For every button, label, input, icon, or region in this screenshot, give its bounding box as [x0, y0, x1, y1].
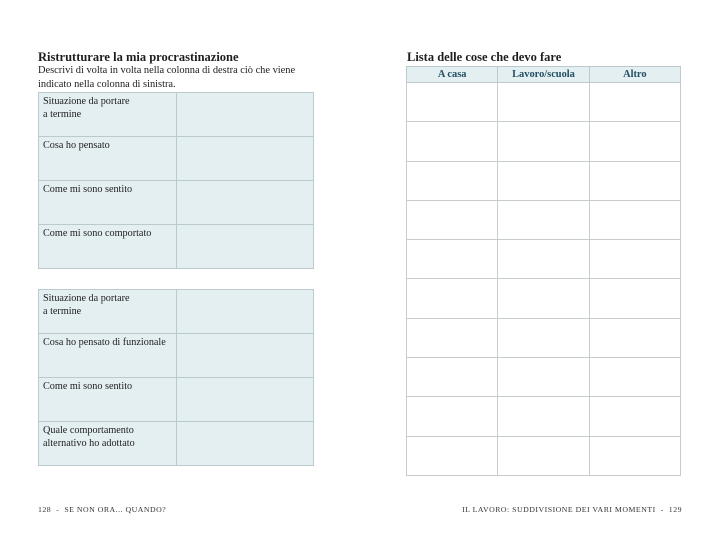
todo-cell-work-school[interactable] — [498, 200, 589, 239]
right-page-footer — [462, 505, 682, 514]
form-row-label-line: a termine — [43, 109, 82, 120]
right-page-title: Lista delle cose che devo fare — [407, 50, 562, 64]
form-row — [39, 378, 314, 422]
todo-cell-other[interactable] — [589, 318, 680, 357]
form-row-label-line: alternativo ho adottato — [43, 438, 135, 449]
form-row-label — [39, 334, 177, 378]
todo-list-table — [406, 66, 681, 476]
todo-row — [407, 397, 681, 436]
todo-cell-home[interactable] — [407, 318, 498, 357]
todo-cell-work-school[interactable] — [498, 318, 589, 357]
todo-cell-home[interactable] — [407, 83, 498, 122]
form-row-label — [39, 137, 177, 181]
todo-row — [407, 240, 681, 279]
form-row — [39, 225, 314, 269]
todo-cell-other[interactable] — [589, 200, 680, 239]
right-page-number: 129 — [668, 505, 682, 514]
footer-separator: - — [56, 505, 60, 514]
left-page-footer — [38, 505, 166, 514]
form-row-label-line: Situazione da portare — [43, 96, 130, 107]
column-header-work-school: Lavoro/scuola — [498, 67, 589, 83]
form-row-label — [39, 93, 177, 137]
form-row-label — [39, 225, 177, 269]
todo-cell-work-school[interactable] — [498, 397, 589, 436]
todo-list-body — [407, 83, 681, 476]
form-row — [39, 137, 314, 181]
todo-cell-work-school[interactable] — [498, 83, 589, 122]
form-row — [39, 93, 314, 137]
todo-row — [407, 318, 681, 357]
form-row-label-line: Quale comportamento — [43, 425, 134, 436]
todo-header-row — [407, 67, 681, 83]
todo-cell-other[interactable] — [589, 161, 680, 200]
todo-cell-home[interactable] — [407, 279, 498, 318]
form-row-label — [39, 422, 177, 466]
form-row — [39, 290, 314, 334]
right-page — [360, 0, 720, 540]
form-row — [39, 334, 314, 378]
todo-cell-other[interactable] — [589, 279, 680, 318]
todo-cell-other[interactable] — [589, 358, 680, 397]
form-row-label-line: Come mi sono sentito — [43, 184, 133, 195]
procrastination-table-2 — [38, 289, 314, 466]
form-row-answer-cell[interactable] — [177, 422, 314, 466]
todo-cell-home[interactable] — [407, 122, 498, 161]
todo-cell-home[interactable] — [407, 436, 498, 475]
procrastination-table-2-body — [39, 290, 314, 466]
form-row-label-line: Cosa ho pensato di funzionale — [43, 337, 166, 348]
todo-cell-other[interactable] — [589, 83, 680, 122]
todo-cell-home[interactable] — [407, 240, 498, 279]
todo-cell-home[interactable] — [407, 358, 498, 397]
left-page-number: 128 — [38, 505, 52, 514]
form-row-answer-cell[interactable] — [177, 378, 314, 422]
form-row — [39, 422, 314, 466]
column-header-other: Altro — [589, 67, 680, 83]
form-row-answer-cell[interactable] — [177, 290, 314, 334]
todo-row — [407, 161, 681, 200]
todo-cell-other[interactable] — [589, 436, 680, 475]
left-page-title: Ristrutturare la mia procrastinazione — [38, 50, 239, 64]
form-row-answer-cell[interactable] — [177, 334, 314, 378]
todo-row — [407, 122, 681, 161]
procrastination-table-1-body — [39, 93, 314, 269]
todo-cell-home[interactable] — [407, 161, 498, 200]
form-row-label-line: Cosa ho pensato — [43, 140, 110, 151]
form-row-answer-cell[interactable] — [177, 93, 314, 137]
book-title: SE NON ORA... QUANDO? — [64, 505, 167, 514]
form-row-label-line: Come mi sono comportato — [43, 228, 152, 239]
column-header-home: A casa — [407, 67, 498, 83]
form-row-label-line: Come mi sono sentito — [43, 381, 133, 392]
todo-cell-other[interactable] — [589, 240, 680, 279]
todo-cell-work-school[interactable] — [498, 161, 589, 200]
left-page-description: Descrivi di volta in volta nella colonna di destra ciò che viene indicato nella colonna di sinistra. — [38, 65, 296, 90]
todo-cell-work-school[interactable] — [498, 240, 589, 279]
todo-cell-home[interactable] — [407, 397, 498, 436]
form-row-answer-cell[interactable] — [177, 225, 314, 269]
form-row — [39, 181, 314, 225]
todo-cell-work-school[interactable] — [498, 358, 589, 397]
todo-cell-other[interactable] — [589, 122, 680, 161]
form-row-label — [39, 181, 177, 225]
todo-row — [407, 436, 681, 475]
todo-row — [407, 200, 681, 239]
todo-cell-other[interactable] — [589, 397, 680, 436]
chapter-title: IL LAVORO: SUDDIVISIONE DEI VARI MOMENTI — [462, 505, 656, 514]
todo-cell-work-school[interactable] — [498, 122, 589, 161]
footer-separator: - — [660, 505, 664, 514]
todo-cell-work-school[interactable] — [498, 436, 589, 475]
todo-row — [407, 83, 681, 122]
procrastination-table-1 — [38, 92, 314, 269]
form-row-label — [39, 290, 177, 334]
todo-row — [407, 358, 681, 397]
form-row-label — [39, 378, 177, 422]
form-row-label-line: a termine — [43, 306, 82, 317]
form-row-label-line: Situazione da portare — [43, 293, 130, 304]
form-row-answer-cell[interactable] — [177, 181, 314, 225]
todo-row — [407, 279, 681, 318]
form-row-answer-cell[interactable] — [177, 137, 314, 181]
todo-cell-work-school[interactable] — [498, 279, 589, 318]
todo-cell-home[interactable] — [407, 200, 498, 239]
